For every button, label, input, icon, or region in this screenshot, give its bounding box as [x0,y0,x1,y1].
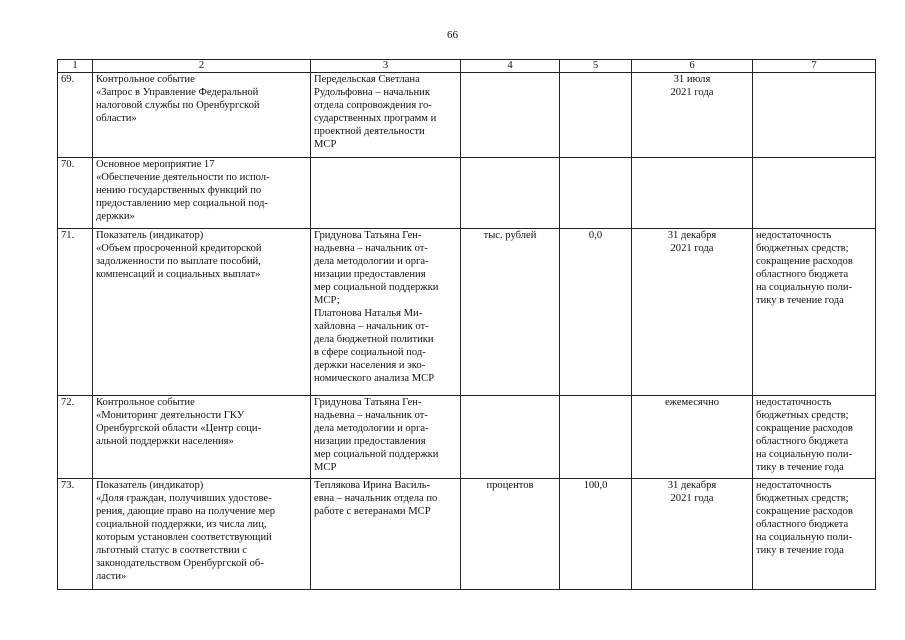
event-cell-line: «Объем просроченной кредиторской [96,243,262,254]
risk-cell-line: недостаточность [756,480,832,491]
plan-table [57,59,876,590]
event-cell-line: рения, дающие право на получение мер [96,506,276,517]
risk-cell-line: бюджетных средств; [756,243,849,254]
risk-cell-line: сокращение расходов [756,256,853,267]
page-number: 66 [447,29,458,41]
event-cell-line: «Доля граждан, получивших удостове- [96,493,272,504]
deadline-cell [632,396,753,479]
row-number: 73. [58,479,93,590]
row-number: 69. [58,73,93,158]
deadline-cell-line: 31 декабря [667,480,717,491]
deadline-cell [632,158,753,229]
event-cell-line: которым установлен соответствующий [96,532,272,543]
responsible-cell-line: мер социальной поддержки [314,449,439,460]
row-number: 72. [58,396,93,479]
table-row [58,396,876,479]
event-cell [93,396,311,479]
value-cell [560,158,632,229]
value-cell [560,73,632,158]
event-cell [93,158,311,229]
risk-cell-line: областного бюджета [756,519,849,530]
event-cell-line: «Мониторинг деятельности ГКУ [96,410,245,421]
event-cell-line: нению государственных функций по [96,185,262,196]
event-cell [93,73,311,158]
column-header: 2 [93,60,311,73]
event-cell-line: предоставлению мер социальной под- [96,198,268,209]
responsible-cell-line: евна – начальник отдела по [314,493,438,504]
risk-cell-line: областного бюджета [756,436,849,447]
risk-cell-line: недостаточность [756,397,832,408]
responsible-cell [311,158,461,229]
responsible-cell-line: надьевна – начальник от- [314,243,428,254]
risk-cell-line: на социальную поли- [756,449,853,460]
responsible-cell [311,396,461,479]
table-row [58,229,876,396]
event-cell-line: Контрольное событие [96,397,195,408]
event-cell-line: задолженности по выплате пособий, [96,256,261,267]
responsible-cell-line: дела бюджетной политики [314,334,434,345]
responsible-cell-line: Теплякова Ирина Василь- [314,480,431,491]
responsible-cell-line: сударственных программ и [314,113,437,124]
deadline-cell-line: 2021 года [670,243,714,254]
risk-cell-line: сокращение расходов [756,423,853,434]
responsible-cell-line: дела методологии и орга- [314,423,429,434]
risk-cell-line: тику в течение года [756,295,844,306]
responsible-cell-line: надьевна – начальник от- [314,410,428,421]
row-number: 70. [58,158,93,229]
responsible-cell-line: хайловна – начальник от- [314,321,429,332]
deadline-cell-line: 31 июля [673,74,711,85]
responsible-cell-line: Гридунова Татьяна Ген- [314,230,422,241]
unit-cell: тыс. рублей [461,229,560,396]
responsible-cell-line: Гридунова Татьяна Ген- [314,397,422,408]
column-header: 4 [461,60,560,73]
responsible-cell [311,73,461,158]
column-header: 5 [560,60,632,73]
responsible-cell-line: МСР [314,462,337,473]
table-row [58,479,876,590]
event-cell [93,229,311,396]
risk-cell-line: на социальную поли- [756,532,853,543]
event-cell-line: альной поддержки населения» [96,436,234,447]
responsible-cell-line: Передельская Светлана [314,74,420,85]
risk-cell [753,73,876,158]
event-cell-line: социальной поддержки, из числа лиц, [96,519,267,530]
event-cell-line: области» [96,113,137,124]
responsible-cell-line: номического анализа МСР [314,373,435,384]
event-cell-line: Основное мероприятие 17 [96,159,215,170]
risk-cell-line: сокращение расходов [756,506,853,517]
risk-cell-line: недостаточность [756,230,832,241]
responsible-cell-line: отдела сопровождения го- [314,100,432,111]
table-row [58,73,876,158]
event-cell-line: Показатель (индикатор) [96,480,204,491]
responsible-cell-line: работе с ветеранами МСР [314,506,431,517]
event-cell-line: Контрольное событие [96,74,195,85]
value-cell: 100,0 [560,479,632,590]
deadline-cell [632,73,753,158]
event-cell [93,479,311,590]
responsible-cell-line: МСР; [314,295,340,306]
unit-cell [461,158,560,229]
responsible-cell-line: держки населения и эко- [314,360,426,371]
table-header-row [58,60,876,73]
responsible-cell-line: Рудольфовна – начальник [314,87,430,98]
risk-cell-line: тику в течение года [756,462,844,473]
column-header: 7 [753,60,876,73]
responsible-cell [311,229,461,396]
row-number: 71. [58,229,93,396]
risk-cell-line: бюджетных средств; [756,410,849,421]
event-cell-line: законодательством Оренбургской об- [96,558,264,569]
risk-cell [753,229,876,396]
responsible-cell-line: Платонова Наталья Ми- [314,308,423,319]
unit-cell: процентов [461,479,560,590]
column-header: 6 [632,60,753,73]
responsible-cell [311,479,461,590]
event-cell-line: Оренбургской области «Центр соци- [96,423,262,434]
column-header: 1 [58,60,93,73]
deadline-cell [632,479,753,590]
event-cell-line: «Обеспечение деятельности по испол- [96,172,270,183]
event-cell-line: держки» [96,211,135,222]
responsible-cell-line: МСР [314,139,337,150]
responsible-cell-line: дела методологии и орга- [314,256,429,267]
unit-cell [461,73,560,158]
deadline-cell-line: 2021 года [670,87,714,98]
risk-cell [753,479,876,590]
event-cell-line: льготный статус в соответствии с [96,545,247,556]
deadline-cell-line: 2021 года [670,493,714,504]
event-cell-line: налоговой службы по Оренбургской [96,100,260,111]
column-header: 3 [311,60,461,73]
deadline-cell-line: ежемесячно [664,397,720,408]
event-cell-line: компенсаций и социальных выплат» [96,269,261,280]
responsible-cell-line: низации предоставления [314,436,426,447]
deadline-cell [632,229,753,396]
risk-cell-line: областного бюджета [756,269,849,280]
event-cell-line: «Запрос в Управление Федеральной [96,87,259,98]
responsible-cell-line: в сфере социальной под- [314,347,426,358]
responsible-cell-line: проектной деятельности [314,126,425,137]
event-cell-line: ласти» [96,571,127,582]
responsible-cell-line: мер социальной поддержки [314,282,439,293]
unit-cell [461,396,560,479]
event-cell-line: Показатель (индикатор) [96,230,204,241]
risk-cell-line: тику в течение года [756,545,844,556]
risk-cell [753,396,876,479]
table-row [58,158,876,229]
responsible-cell-line: низации предоставления [314,269,426,280]
risk-cell [753,158,876,229]
risk-cell-line: на социальную поли- [756,282,853,293]
value-cell [560,396,632,479]
risk-cell-line: бюджетных средств; [756,493,849,504]
deadline-cell-line: 31 декабря [667,230,717,241]
value-cell: 0,0 [560,229,632,396]
